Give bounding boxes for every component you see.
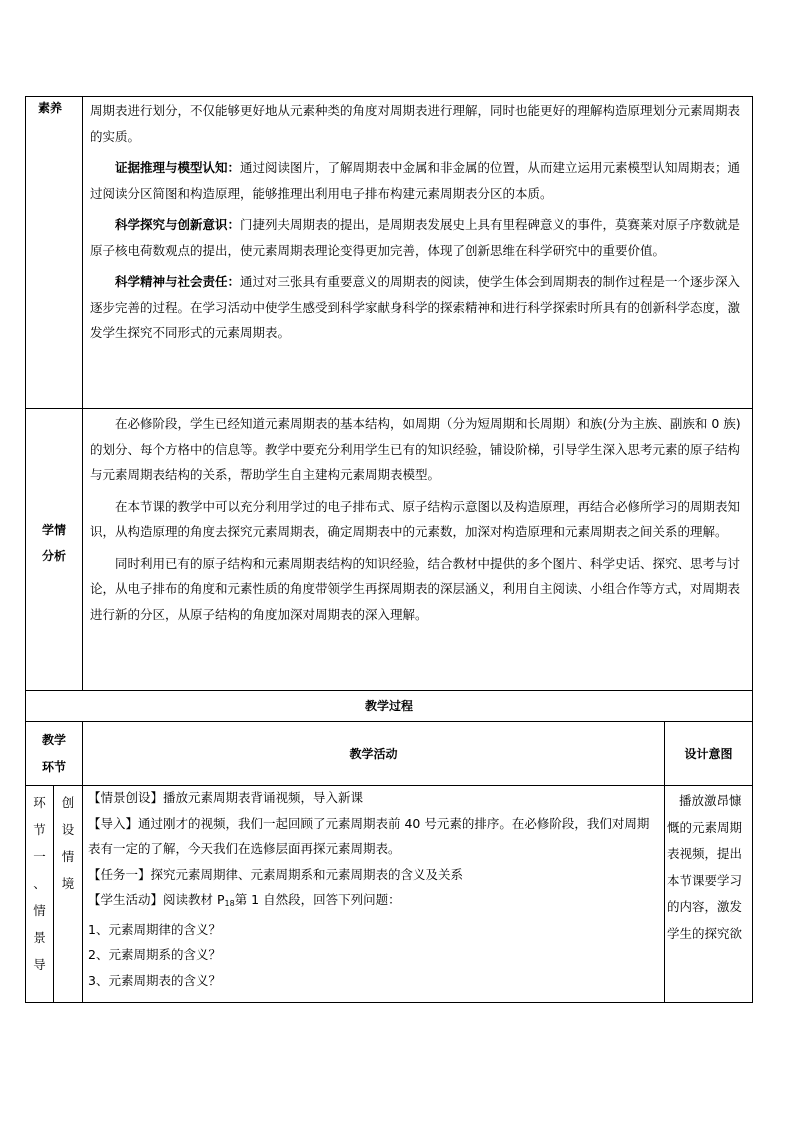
paragraph-text: 通过阅读图片，了解周期表中金属和非金属的位置，从而建立运用元素模型认知周期表；通过阅读分区简图和构造原理，能够推理出利用电子排布构建元素周期表分区的本质。 <box>90 160 741 201</box>
stage-char: 、 <box>33 876 46 891</box>
stage-char: 情 <box>33 903 46 918</box>
activity-text: 第 1 自然段，回答下列问题： <box>234 892 401 907</box>
row-divider-3 <box>25 721 753 722</box>
stage-char: 景 <box>33 930 46 945</box>
student-analysis-content <box>90 411 750 627</box>
header-stage <box>26 727 82 781</box>
stage-char: 环 <box>33 795 46 810</box>
page-subscript: 18 <box>224 899 235 908</box>
section-label-student-analysis <box>26 517 82 569</box>
stage-char: 导 <box>33 957 46 972</box>
literacy-content <box>90 98 750 346</box>
activity-line <box>88 887 660 917</box>
literacy-paragraph <box>90 155 750 206</box>
paragraph-text: 通过对三张具有重要意义的周期表的阅读，使学生体会到周期表的制作过程是一个逐步深入逐步完善的过程。在学习活动中使学生感受到科学家献身科学的探索精神和进行科学探索时所具有的创新科学态度，激发学生探究不同形式的元素周期表。 <box>90 274 741 340</box>
analysis-paragraph: 同时利用已有的原子结构和元素周期表结构的知识经验，结合教材中提供的多个图片、科学史话、探究、思考与讨论，从电子排布的角度和元素性质的角度带领学生再探周期表的深层涵义，利用自主阅读、小组合作等方式，对周期表进行新的分区，从原子结构的角度加深对周期表的深入理解。 <box>90 555 741 622</box>
activity-line: 【导入】通过刚才的视频，我们一起回顾了元素周期表前 40 号元素的排序。在必修阶段，我们对周期表有一定的了解，今天我们在选修层面再探元素周期表。 <box>88 815 650 856</box>
label-line: 分析 <box>41 549 66 563</box>
literacy-paragraph <box>90 269 750 346</box>
label-column-divider <box>82 96 83 691</box>
table-bottom-border <box>25 1002 753 1003</box>
stage-char: 境 <box>61 876 75 891</box>
header-line: 教学 <box>41 733 66 747</box>
design-intent <box>667 788 750 1000</box>
stage-char: 节 <box>33 822 46 837</box>
process-title: 教学过程 <box>364 699 413 713</box>
stage-column-divider <box>82 721 83 1003</box>
intent-column-divider <box>664 721 665 1003</box>
paragraph-text: 门捷列夫周期表的提出，是周期表发展史上具有里程碑意义的事件，莫赛莱对原子序数就是原子核电荷数观点的提出，使元素周期表理论变得更加完善，体现了创新思维在科学研究中的重要价值。 <box>90 217 741 258</box>
analysis-paragraph: 在必修阶段，学生已经知道元素周期表的基本结构，如周期（分为短周期和长周期）和族(分为主族、副族和 0 族)的划分、每个方格中的信息等。教学中要充分利用学生已有的知识经验，铺设阶梯，引导学生深入思考元素的原子结构与元素周期表结构的关系，帮助学生自主建构元素周期表模型。 <box>90 416 741 482</box>
stage-outer-label <box>26 789 53 978</box>
stage-char: 一 <box>33 849 46 864</box>
analysis-paragraph: 在本节课的教学中可以充分利用学过的电子排布式、原子结构示意图以及构造原理，再结合必修所学习的周期表知识，从构造原理的角度去探究元素周期表，确定周期表中的元素数，加深对构造原理和元素周期表之间关系的理解。 <box>90 498 741 539</box>
header-intent: 设计意图 <box>684 747 733 761</box>
intent-text: 播放激昂慷慨的元素周期表视频，提出本节课要学习的内容，激发学生的探究欲 <box>667 793 743 941</box>
stage-char: 情 <box>61 849 75 864</box>
literacy-paragraph <box>90 212 750 263</box>
paragraph-lead: 科学探究与创新意识： <box>115 217 241 232</box>
activity-line: 【情景创设】播放元素周期表背诵视频，导入新课 <box>88 790 364 805</box>
literacy-paragraph: 周期表进行划分，不仅能够更好地从元素种类的角度对周期表进行理解，同时也能更好的理解构造原理划分元素周期表的实质。 <box>90 103 741 144</box>
section-label-literacy: 素养 <box>38 101 63 115</box>
row-divider-1 <box>25 408 753 409</box>
table-top-border <box>25 96 753 97</box>
row-divider-2 <box>25 690 753 691</box>
header-line: 环节 <box>41 760 66 774</box>
activity-content <box>88 785 660 993</box>
paragraph-lead: 科学精神与社会责任： <box>115 274 241 289</box>
activity-line: 1、元素周期律的含义？ <box>88 921 221 937</box>
stage-inner-label <box>54 789 82 897</box>
activity-line: 3、元素周期表的含义？ <box>88 972 221 988</box>
activity-text: 【学生活动】阅读教材 P <box>88 892 225 907</box>
label-line: 学情 <box>41 523 66 537</box>
activity-line: 【任务一】探究元素周期律、元素周期系和元素周期表的含义及关系 <box>88 866 464 882</box>
paragraph-lead: 证据推理与模型认知： <box>115 160 241 175</box>
table-right-border <box>752 96 753 1003</box>
stage-char: 创 <box>61 795 75 810</box>
stage-char: 设 <box>61 822 75 837</box>
header-activity: 教学活动 <box>349 747 398 761</box>
activity-line: 2、元素周期系的含义？ <box>88 947 221 962</box>
